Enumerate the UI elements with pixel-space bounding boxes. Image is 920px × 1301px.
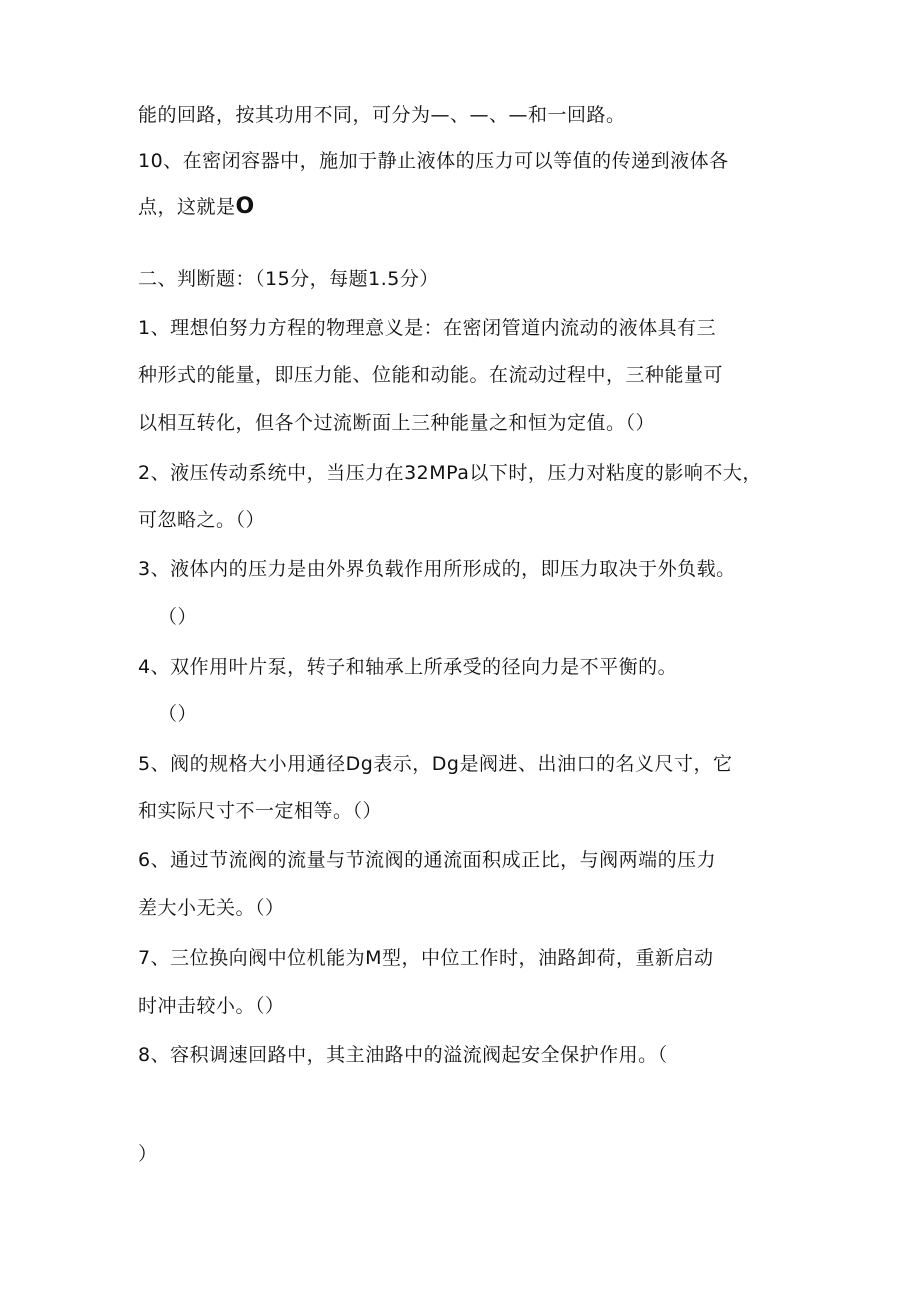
judge-question-2-line-1: 2、液压传动系统中，当压力在32MPa以下时，压力对粘度的影响不大，: [138, 462, 762, 484]
judge-question-7-line-1: 7、三位换向阀中位机能为M型，中位工作时，油路卸荷，重新启动: [138, 947, 714, 969]
judge-question-6-line-2: 差大小无关。（）: [138, 897, 285, 919]
judge-question-4-line-1: 4、双作用叶片泵，转子和轴承上所承受的径向力是不平衡的。: [138, 656, 678, 678]
judge-question-6-line-1: 6、通过节流阀的流量与节流阀的通流面积成正比，与阀两端的压力: [138, 849, 717, 871]
judge-question-1-line-3: 以相互转化，但各个过流断面上三种能量之和恒为定值。（）: [138, 412, 656, 434]
judge-question-3-line-1: 3、液体内的压力是由外界负载作用所形成的，即压力取决于外负载。: [138, 558, 736, 580]
question-10-line-1: 10、在密闭容器中，施加于静止液体的压力可以等值的传递到液体各: [138, 150, 729, 172]
judge-question-2-line-2: 可忽略之。（）: [138, 509, 266, 531]
judge-question-1-line-2: 种形式的能量，即压力能、位能和动能。在流动过程中，三种能量可: [138, 364, 724, 386]
question-10-text: 点，这就是: [138, 196, 236, 218]
judge-question-8-line-2: ）: [138, 1143, 158, 1165]
judge-question-4-line-2: （）: [158, 703, 198, 725]
answer-mark: O: [235, 194, 255, 219]
question-10-line-2: [138, 193, 255, 221]
judge-question-8-line-1: 8、容积调速回路中，其主油路中的溢流阀起安全保护作用。（: [138, 1044, 668, 1066]
judge-question-1-line-1: 1、理想伯努力方程的物理意义是：在密闭管道内流动的液体具有三: [138, 317, 717, 339]
judge-question-5-line-1: 5、阀的规格大小用通径Dg表示，Dg是阀进、出油口的名义尺寸，它: [138, 753, 733, 775]
judge-question-7-line-2: 时冲击较小。（）: [138, 995, 285, 1017]
text-line-continuation: 能的回路，按其功用不同，可分为—、—、—和一回路。: [138, 104, 626, 126]
section-heading-judgement: 二、判断题：（15分，每题1.5分）: [138, 268, 439, 290]
judge-question-5-line-2: 和实际尺寸不一定相等。（）: [138, 800, 383, 822]
judge-question-3-line-2: （）: [158, 606, 198, 628]
